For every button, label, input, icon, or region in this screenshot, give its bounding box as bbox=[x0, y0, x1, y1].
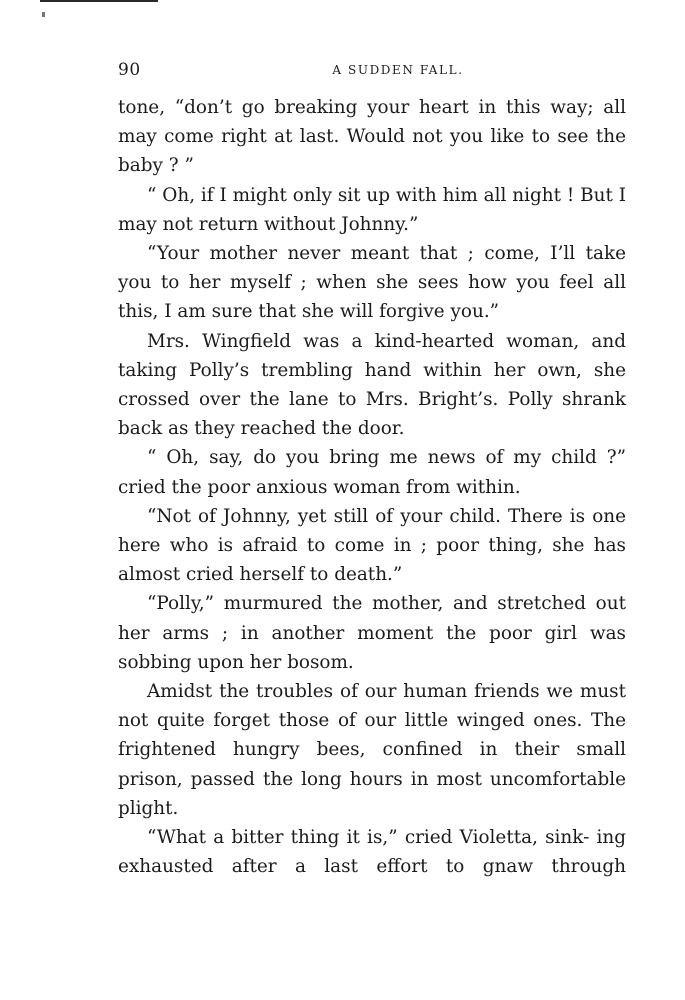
scan-edge-mark bbox=[42, 12, 45, 17]
paragraph: “Polly,” murmured the mother, and stretched out her arms ; in another moment the poor girl was sobbing upon her bosom. bbox=[118, 593, 626, 673]
top-edge-rule bbox=[40, 0, 158, 2]
paragraph: “Your mother never meant that ; come, I’ll take you to her myself ; when she sees how you feel all this, I am sure that she will forgive you.” bbox=[118, 243, 626, 323]
paragraph: Amidst the troubles of our human friends we must not quite forget those of our little winged ones. The frightened hungry bees, confined in their small prison, passed the long hours in most uncomfortable plight. bbox=[118, 681, 626, 819]
body-text bbox=[118, 93, 626, 881]
paragraph: “ Oh, if I might only sit up with him all night ! But I may not return without Johnny.” bbox=[118, 184, 626, 235]
paragraph-continues: “What a bitter thing it is,” cried Violetta, sink- ing exhausted after a last effort to gnaw through bbox=[118, 827, 626, 878]
page-header bbox=[118, 58, 626, 82]
paragraph: Mrs. Wingfield was a kind-hearted woman, and taking Polly’s trembling hand within her own, she crossed over the lane to Mrs. Bright’s. Polly shrank back as they reached the door. bbox=[118, 330, 626, 440]
paragraph: “ Oh, say, do you bring me news of my child ?” cried the poor anxious woman from within. bbox=[118, 447, 626, 498]
page-number: 90 bbox=[118, 60, 141, 80]
paragraph: “Not of Johnny, yet still of your child. There is one here who is afraid to come in ; poor thing, she has almost cried herself to death.” bbox=[118, 505, 626, 586]
running-head: A SUDDEN FALL. bbox=[332, 63, 464, 77]
paragraph-continuation: tone, “don’t go breaking your heart in this way; all may come right at last. Would not you like to see the baby ? ” bbox=[118, 97, 626, 177]
